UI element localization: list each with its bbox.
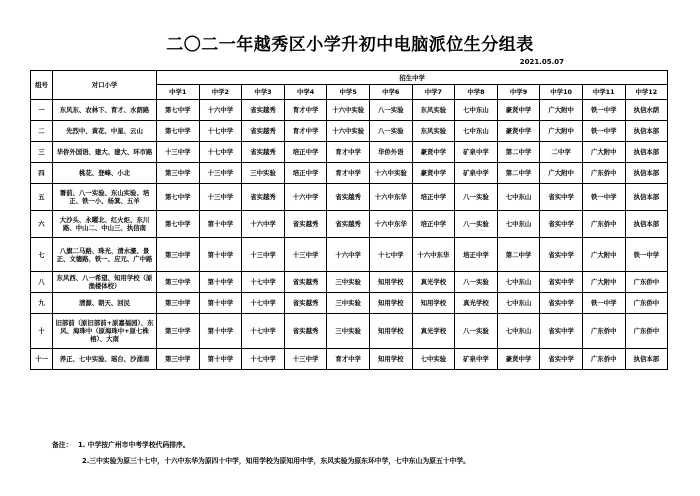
school-cell: 省实越秀	[284, 272, 327, 293]
header-school-12: 中学12	[625, 85, 668, 100]
school-cell: 知用学校	[369, 293, 412, 314]
header-school-10: 中学10	[540, 85, 583, 100]
school-cell: 八一实验	[369, 100, 412, 121]
header-school-8: 中学8	[455, 85, 498, 100]
header-school-6: 中学6	[369, 85, 412, 100]
school-cell: 第三中学	[157, 293, 200, 314]
school-cell: 执信本部	[625, 211, 668, 238]
school-cell: 三中实验	[327, 293, 370, 314]
school-cell: 广大附中	[540, 121, 583, 142]
school-cell: 第三中学	[157, 349, 200, 370]
school-cell: 执信本部	[625, 142, 668, 163]
school-cell: 第二中学	[497, 163, 540, 184]
school-cell: 执信本部	[625, 163, 668, 184]
school-cell: 第十中学	[199, 349, 242, 370]
table-row	[31, 142, 668, 163]
date-label: 2021.05.07	[519, 58, 564, 66]
school-cell: 第三中学	[157, 238, 200, 272]
school-cell: 十七中学	[242, 314, 285, 349]
school-cell: 省实越秀	[327, 184, 370, 211]
primary-schools: 大沙头、永曜北、红火炬、东川路、中山二、中山三、执信南	[53, 211, 157, 238]
school-cell: 第七中学	[157, 121, 200, 142]
school-cell: 铁一中学	[625, 238, 668, 272]
school-cell: 执信水荫	[625, 100, 668, 121]
table-row	[31, 293, 668, 314]
school-cell: 第二中学	[497, 142, 540, 163]
school-cell: 知用学校	[412, 293, 455, 314]
school-cell: 省实越秀	[242, 142, 285, 163]
school-cell: 七中实验	[412, 349, 455, 370]
table-row	[31, 238, 668, 272]
school-cell: 豪贤中学	[412, 163, 455, 184]
school-cell: 三中实验	[327, 272, 370, 293]
header-school-5: 中学5	[327, 85, 370, 100]
group-number: 九	[31, 293, 53, 314]
group-number: 三	[31, 142, 53, 163]
school-cell: 广东侨中	[582, 349, 625, 370]
school-cell: 矿泉中学	[455, 142, 498, 163]
primary-schools: 东风东、农林下、育才、水荫路	[53, 100, 157, 121]
school-cell: 广东侨中	[625, 314, 668, 349]
school-cell: 知用学校	[369, 272, 412, 293]
school-cell: 广东侨中	[582, 211, 625, 238]
school-cell: 广大附中	[540, 163, 583, 184]
group-number: 十	[31, 314, 53, 349]
school-cell: 培正中学	[412, 211, 455, 238]
school-cell: 知用学校	[369, 349, 412, 370]
school-cell: 二中学	[540, 142, 583, 163]
school-cell: 矿泉中学	[455, 349, 498, 370]
school-cell: 育才中学	[327, 142, 370, 163]
header-school-7: 中学7	[412, 85, 455, 100]
table-row	[31, 211, 668, 238]
school-cell: 执信本部	[625, 349, 668, 370]
school-cell: 第三中学	[157, 272, 200, 293]
school-cell: 育才中学	[284, 121, 327, 142]
school-cell: 三中实验	[242, 163, 285, 184]
school-cell: 省实越秀	[242, 100, 285, 121]
table-row	[31, 163, 668, 184]
notes-label: 备注：	[52, 441, 73, 449]
notes	[52, 441, 470, 466]
school-cell: 铁一中学	[582, 100, 625, 121]
primary-schools: 东风西、八一希望、知用学校（原渔楼体校）	[53, 272, 157, 293]
group-number: 四	[31, 163, 53, 184]
school-cell: 省实越秀	[242, 121, 285, 142]
primary-schools: 清源、朝天、回民	[53, 293, 157, 314]
school-cell: 七中东山	[497, 293, 540, 314]
school-cell: 十六中学	[199, 100, 242, 121]
school-cell: 七中东山	[455, 100, 498, 121]
group-number: 七	[31, 238, 53, 272]
group-number: 二	[31, 121, 53, 142]
school-cell: 第三中学	[157, 314, 200, 349]
primary-schools: 署前、八一实验、东山实验、培正、铁一小、杨箕、五羊	[53, 184, 157, 211]
school-cell: 广大附中	[582, 238, 625, 272]
school-cell: 省实越秀	[242, 184, 285, 211]
school-cell: 十六中学	[284, 184, 327, 211]
school-cell: 广大附中	[582, 142, 625, 163]
school-cell: 铁一中学	[582, 184, 625, 211]
table-row	[31, 314, 668, 349]
header-group: 组号	[31, 71, 53, 100]
school-cell: 第二中学	[497, 238, 540, 272]
table-row	[31, 349, 668, 370]
school-cell: 七中东山	[497, 211, 540, 238]
school-cell: 第三中学	[157, 163, 200, 184]
header-recruit: 招生中学	[157, 71, 668, 85]
school-cell: 十三中学	[284, 349, 327, 370]
school-cell: 豪贤中学	[497, 349, 540, 370]
school-cell: 十六中实验	[327, 121, 370, 142]
primary-schools: 桃花、登峰、小北	[53, 163, 157, 184]
school-cell: 铁一中学	[582, 121, 625, 142]
school-cell: 十三中学	[284, 238, 327, 272]
header-school-2: 中学2	[199, 85, 242, 100]
primary-schools: 八旗二马路、珠光、清水濠、景正、文德路、铁一、应元、广中路	[53, 238, 157, 272]
school-cell: 省实中学	[540, 211, 583, 238]
school-cell: 八一实验	[455, 184, 498, 211]
school-cell: 豪贤中学	[497, 121, 540, 142]
school-cell: 三中实验	[327, 314, 370, 349]
school-cell: 豪贤中学	[412, 142, 455, 163]
school-cell: 矿泉中学	[455, 163, 498, 184]
header-school-1: 中学1	[157, 85, 200, 100]
table-row	[31, 184, 668, 211]
school-cell: 广东侨中	[582, 163, 625, 184]
school-cell: 广东侨中	[625, 272, 668, 293]
school-cell: 省实越秀	[327, 211, 370, 238]
school-cell: 培正中学	[284, 142, 327, 163]
school-cell: 十三中学	[199, 163, 242, 184]
header-primary: 对口小学	[53, 71, 157, 100]
school-cell: 十六中实验	[369, 163, 412, 184]
school-cell: 培正中学	[455, 238, 498, 272]
school-cell: 省实中学	[540, 293, 583, 314]
school-cell: 省实越秀	[284, 314, 327, 349]
school-cell: 第七中学	[157, 100, 200, 121]
school-cell: 豪贤中学	[497, 100, 540, 121]
header-school-3: 中学3	[242, 85, 285, 100]
school-cell: 省实中学	[540, 314, 583, 349]
school-cell: 十七中学	[242, 293, 285, 314]
school-cell: 广大附中	[540, 100, 583, 121]
school-cell: 省实中学	[540, 272, 583, 293]
school-cell: 育才中学	[284, 100, 327, 121]
school-cell: 华侨外语	[369, 142, 412, 163]
table-row	[31, 272, 668, 293]
school-cell: 八一实验	[455, 314, 498, 349]
school-cell: 十三中学	[199, 184, 242, 211]
school-cell: 广大附中	[582, 272, 625, 293]
note-2: 2.三中实验为原三十七中，十六中东华为原四十中学，知用学校为原知用中学，东风实验为原东环中学，七中东山为原五十中学。	[82, 457, 470, 465]
school-cell: 东风实验	[412, 100, 455, 121]
group-number: 五	[31, 184, 53, 211]
school-cell: 十七中学	[199, 121, 242, 142]
school-cell: 八一实验	[455, 272, 498, 293]
school-cell: 广东侨中	[582, 314, 625, 349]
school-cell: 十三中学	[242, 238, 285, 272]
school-cell: 十七中学	[199, 142, 242, 163]
school-cell: 知用学校	[369, 314, 412, 349]
school-cell: 十六中东华	[369, 211, 412, 238]
school-cell: 第十中学	[199, 293, 242, 314]
school-cell: 执信本部	[625, 184, 668, 211]
school-cell: 七中东山	[497, 272, 540, 293]
header-school-9: 中学9	[497, 85, 540, 100]
school-cell: 真光学校	[412, 314, 455, 349]
school-cell: 省实中学	[540, 238, 583, 272]
school-cell: 省实越秀	[284, 293, 327, 314]
school-cell: 八一实验	[369, 121, 412, 142]
school-cell: 十六中学	[242, 211, 285, 238]
school-cell: 执信本部	[625, 121, 668, 142]
school-cell: 十七中学	[369, 238, 412, 272]
school-cell: 第七中学	[157, 184, 200, 211]
school-cell: 七中东山	[497, 184, 540, 211]
assignment-table	[30, 70, 668, 370]
school-cell: 七中东山	[497, 314, 540, 349]
school-cell: 育才中学	[327, 163, 370, 184]
school-cell: 省实中学	[540, 184, 583, 211]
school-cell: 真光学校	[412, 272, 455, 293]
school-cell: 第十中学	[199, 272, 242, 293]
school-cell: 育才中学	[327, 349, 370, 370]
group-number: 十一	[31, 349, 53, 370]
school-cell: 省实越秀	[284, 211, 327, 238]
header-school-11: 中学11	[582, 85, 625, 100]
note-1: 1. 中学按广州市中考学校代码排序。	[78, 441, 190, 449]
table-row	[31, 100, 668, 121]
school-cell: 十七中学	[242, 349, 285, 370]
school-cell: 十六中实验	[327, 100, 370, 121]
page-title: 二〇二一年越秀区小学升初中电脑派位生分组表	[166, 35, 534, 55]
school-cell: 省实中学	[540, 349, 583, 370]
primary-schools: 华侨外国语、建大、建大、环市路	[53, 142, 157, 163]
school-cell: 十七中学	[242, 272, 285, 293]
school-cell: 东风实验	[412, 121, 455, 142]
school-cell: 第十中学	[199, 314, 242, 349]
school-cell: 七中东山	[455, 121, 498, 142]
header-school-4: 中学4	[284, 85, 327, 100]
school-cell: 第十中学	[199, 238, 242, 272]
school-cell: 十六中东华	[412, 238, 455, 272]
school-cell: 第七中学	[157, 211, 200, 238]
primary-schools: 先烈中、黄花、中星、云山	[53, 121, 157, 142]
group-number: 六	[31, 211, 53, 238]
primary-schools: 旧部前（原旧部前+原嘉福园）、东风、海珠中（原海珠中+原七株榕）、大南	[53, 314, 157, 349]
school-cell: 十三中学	[157, 142, 200, 163]
school-cell: 培正中学	[284, 163, 327, 184]
table-row	[31, 121, 668, 142]
group-number: 八	[31, 272, 53, 293]
school-cell: 十六中东华	[369, 184, 412, 211]
school-cell: 十六中学	[327, 238, 370, 272]
school-cell: 第十中学	[199, 211, 242, 238]
school-cell: 铁一中学	[582, 293, 625, 314]
school-cell: 真光学校	[455, 293, 498, 314]
primary-schools: 养正、七中实验、瑶台、沙涌南	[53, 349, 157, 370]
school-cell: 培正中学	[412, 184, 455, 211]
group-number: 一	[31, 100, 53, 121]
school-cell: 广东侨中	[625, 293, 668, 314]
school-cell: 八一实验	[455, 211, 498, 238]
